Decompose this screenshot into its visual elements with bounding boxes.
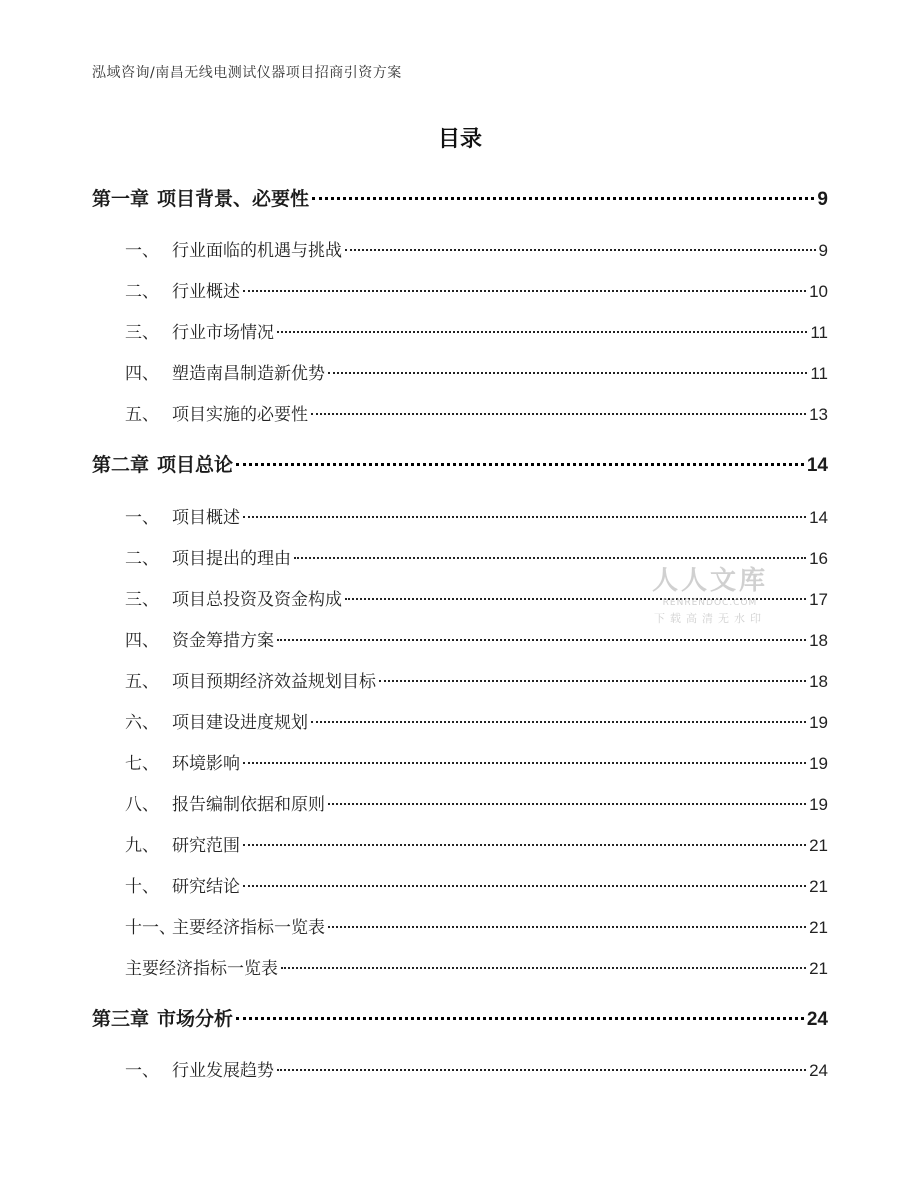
toc-page-number: 19 xyxy=(809,713,828,732)
toc-section-entry[interactable] xyxy=(125,708,828,733)
toc-entry-title: 市场分析 xyxy=(157,1008,234,1030)
toc-chapter-entry[interactable] xyxy=(92,1004,828,1031)
dot-leader xyxy=(328,803,806,805)
toc-entry-number: 六、 xyxy=(125,713,159,733)
dot-leader xyxy=(277,331,807,333)
toc-page-number: 18 xyxy=(809,672,828,691)
toc-section-entry[interactable] xyxy=(125,831,828,856)
toc-entry-number: 一、 xyxy=(125,241,159,261)
toc-entry-title: 项目建设进度规划 xyxy=(172,713,308,733)
toc-entry-title: 行业面临的机遇与挑战 xyxy=(172,241,342,261)
dot-leader xyxy=(281,967,806,969)
toc-entry-title: 研究结论 xyxy=(172,877,240,897)
toc-section-entry[interactable] xyxy=(125,318,828,343)
dot-leader xyxy=(379,680,806,682)
toc-entry-number: 一、 xyxy=(125,1061,159,1081)
toc-entry-title: 项目概述 xyxy=(172,508,240,528)
dot-leader xyxy=(243,885,806,887)
dot-leader xyxy=(243,762,806,764)
toc-section-entry[interactable] xyxy=(125,400,828,425)
toc-section-entry[interactable] xyxy=(125,954,828,979)
dot-leader xyxy=(311,721,806,723)
toc-entry-number: 七、 xyxy=(125,754,159,774)
toc-section-entry[interactable] xyxy=(125,749,828,774)
dot-leader xyxy=(311,413,806,415)
toc-entry-title: 环境影响 xyxy=(172,754,240,774)
toc-entry-title: 行业市场情况 xyxy=(172,323,274,343)
dot-leader xyxy=(312,197,814,200)
toc-page-number: 18 xyxy=(809,631,828,650)
toc-entry-number: 二、 xyxy=(125,282,159,302)
toc-section-entry[interactable] xyxy=(125,626,828,651)
toc-entry-number: 第一章 xyxy=(92,188,150,210)
toc-entry-title: 项目预期经济效益规划目标 xyxy=(172,672,376,692)
toc-page-number: 17 xyxy=(809,590,828,609)
toc-page-number: 14 xyxy=(806,455,828,476)
toc-entry-number: 十、 xyxy=(125,877,159,897)
toc-page-number: 9 xyxy=(818,241,828,260)
toc-page-number: 21 xyxy=(809,836,828,855)
toc-page-number: 14 xyxy=(809,508,828,527)
toc-entry-number: 四、 xyxy=(125,631,159,651)
watermark-tagline: 下载高清无水印 xyxy=(654,612,766,625)
dot-leader xyxy=(277,639,806,641)
toc-page-number: 11 xyxy=(810,323,828,342)
dot-leader xyxy=(243,844,806,846)
dot-leader xyxy=(243,516,806,518)
toc-page-number: 11 xyxy=(810,364,828,383)
toc-entry-title: 行业概述 xyxy=(172,282,240,302)
toc-page-number: 21 xyxy=(809,959,828,978)
toc-entry-title: 项目总论 xyxy=(157,454,234,476)
toc-section-entry[interactable] xyxy=(125,236,828,261)
toc-page-number: 24 xyxy=(809,1061,828,1080)
toc-entry-number: 十一、 xyxy=(125,918,176,938)
toc-entry-number: 五、 xyxy=(125,672,159,692)
toc-page-number: 10 xyxy=(809,282,828,301)
dot-leader xyxy=(328,926,806,928)
toc-page-number: 9 xyxy=(817,189,828,210)
toc-entry-number: 二、 xyxy=(125,549,159,569)
toc-section-entry[interactable] xyxy=(125,872,828,897)
toc-page-number: 19 xyxy=(809,754,828,773)
dot-leader xyxy=(345,249,816,251)
toc-section-entry[interactable] xyxy=(125,277,828,302)
toc-entry-title: 塑造南昌制造新优势 xyxy=(172,364,325,384)
watermark xyxy=(645,560,775,626)
toc-entry-number: 九、 xyxy=(125,836,159,856)
toc-entry-number: 一、 xyxy=(125,508,159,528)
toc-section-entry[interactable] xyxy=(125,913,828,938)
toc-title: 目录 xyxy=(437,127,482,152)
toc-entry-title: 行业发展趋势 xyxy=(172,1061,274,1081)
toc-section-entry[interactable] xyxy=(125,790,828,815)
toc-page-number: 24 xyxy=(806,1009,828,1030)
dot-leader xyxy=(236,463,804,466)
toc-entry-number: 五、 xyxy=(125,405,159,425)
toc-chapter-entry[interactable] xyxy=(92,450,828,477)
toc-entry-number: 三、 xyxy=(125,590,159,610)
toc-entry-title: 研究范围 xyxy=(172,836,240,856)
toc-page-number: 21 xyxy=(809,877,828,896)
dot-leader xyxy=(294,557,806,559)
toc-entry-number: 三、 xyxy=(125,323,159,343)
running-header: 泓域咨询/南昌无线电测试仪器项目招商引资方案 xyxy=(92,65,402,81)
toc-entry-title: 项目实施的必要性 xyxy=(172,405,308,425)
dot-leader xyxy=(243,290,806,292)
toc-entry-title: 项目背景、必要性 xyxy=(157,188,310,210)
toc-entry-number: 八、 xyxy=(125,795,159,815)
toc-page-number: 21 xyxy=(809,918,828,937)
dot-leader xyxy=(328,372,807,374)
toc-page-number: 16 xyxy=(809,549,828,568)
toc-section-entry[interactable] xyxy=(125,667,828,692)
dot-leader xyxy=(236,1017,804,1020)
toc-entry-number: 第二章 xyxy=(92,454,150,476)
toc-entry-title: 项目总投资及资金构成 xyxy=(172,590,342,610)
toc-entry-title: 资金筹措方案 xyxy=(172,631,274,651)
toc-entry-title: 主要经济指标一览表 xyxy=(125,959,278,979)
toc-section-entry[interactable] xyxy=(125,503,828,528)
watermark-logo: 人人文库 xyxy=(651,566,768,596)
dot-leader xyxy=(277,1069,806,1071)
toc-section-entry[interactable] xyxy=(125,1056,828,1081)
toc-page-number: 13 xyxy=(809,405,828,424)
toc-entry-number: 四、 xyxy=(125,364,159,384)
toc-entry-number: 第三章 xyxy=(92,1008,150,1030)
toc-page-number: 19 xyxy=(809,795,828,814)
watermark-url: RENRENDOC.COM xyxy=(662,598,758,608)
toc-section-entry[interactable] xyxy=(125,359,828,384)
toc-entry-title: 主要经济指标一览表 xyxy=(172,918,325,938)
toc-entry-title: 报告编制依据和原则 xyxy=(172,795,325,815)
toc-chapter-entry[interactable] xyxy=(92,184,828,211)
toc-entry-title: 项目提出的理由 xyxy=(172,549,291,569)
